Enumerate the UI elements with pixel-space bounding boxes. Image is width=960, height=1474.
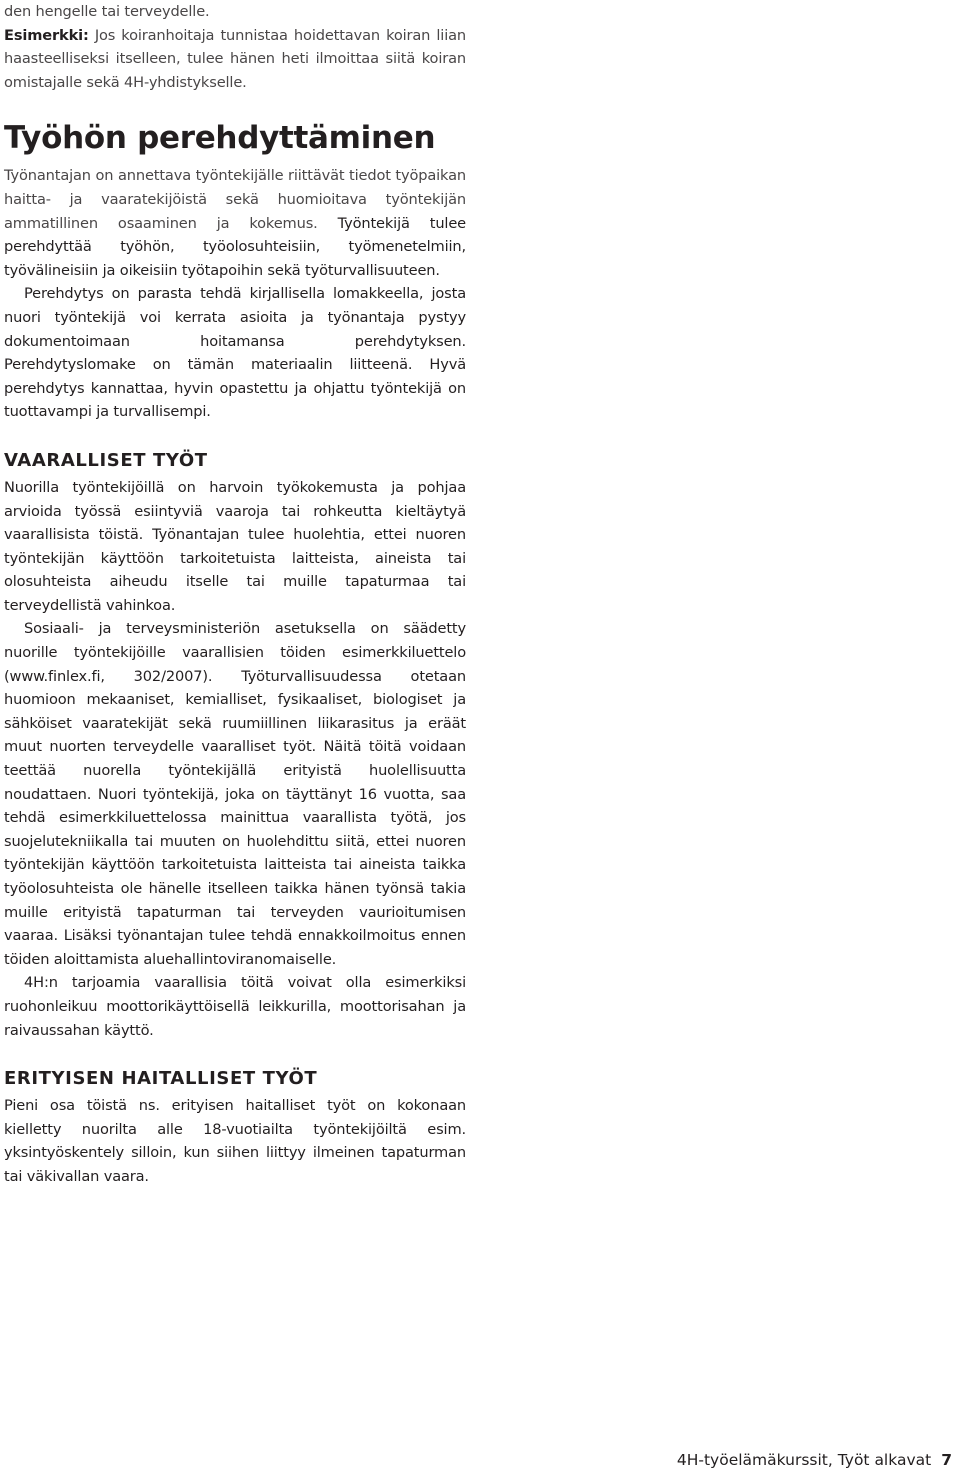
example-paragraph [4, 24, 466, 95]
example-text: Jos koiranhoitaja tunnistaa hoidettavan koiran liian haasteelliseksi itselleen, tulee hänen heti ilmoittaa siitä koiran omistajalle sekä 4H-yhdistykselle. [4, 26, 466, 91]
perehdytys-paragraph-1 [4, 164, 466, 282]
page-footer [677, 1449, 952, 1471]
vaaralliset-paragraph-1: Nuorilla työntekijöillä on harvoin työkokemusta ja pohjaa arvioida työssä esiintyviä vaaroja tai rohkeutta kieltäytyä vaarallisista töistä. Työnantajan tulee huolehtia, ettei nuoren työntekijän käyttöön tarkoitetuista laitteista, aineista tai olosuhteista aiheudu itselle tai muille tapaturmaa tai terveydellistä vahinkoa. [4, 478, 466, 614]
vaaralliset-paragraph-3: 4H:n tarjoamia vaarallisia töitä voivat olla esimerkiksi ruohonleikuu moottorikäyttöisellä leikkurilla, moottorisahan ja raivaussahan käyttö. [4, 974, 466, 1039]
example-label: Esimerkki: [4, 26, 89, 44]
heading-perehdyttaminen: Työhön perehdyttäminen [4, 120, 436, 157]
intro-line: den hengelle tai terveydelle. [4, 3, 210, 20]
perehdytys-text-b: Työntekijä tulee perehdyttää työhön, työolosuhteisiin, työmenetelmiin, työvälineisiin ja oikeisiin työtapoihin sekä työturvallisuuteen. [4, 214, 466, 279]
haitalliset-paragraph: Pieni osa töistä ns. erityisen haitalliset työt on kokonaan kielletty nuorilta alle 18-vuotiailta työntekijöiltä esim. yksintyöskentely silloin, kun siihen liittyy ilmeinen tapaturman tai väkivallan vaara. [4, 1097, 466, 1185]
page-number: 7 [941, 1451, 952, 1469]
vaaralliset-paragraph-2: Sosiaali- ja terveysministeriön asetuksella on säädetty nuorille työntekijöille vaarallisien töiden esimerkkiluettelo (www.finlex.fi, 302/2007). Työturvallisuudessa otetaan huomioon mekaaniset, kemialliset, fysikaaliset, biologiset ja sähköiset vaaratekijät sekä ruumiillinen liikarasitus ja eräät muut nuorten terveydelle vaaralliset työt. Näitä töitä voidaan teettää nuorella työntekijällä erityistä huolellisuutta noudattaen. Nuori työntekijä, joka on täyttänyt 16 vuotta, saa tehdä esimerkkiluettelossa mainittua vaarallista työtä, jos suojelutekniikalla tai muuten on huolehdittu siitä, ettei nuoren työntekijän käyttöön tarkoitetuista laitteista tai aineista taikka työolosuhteista ole hänelle itselleen taikka hänen työnsä takia muille erityistä tapaturman tai terveyden vaurioitumisen vaaraa. Lisäksi työnantajan tulee tehdä ennakkoilmoitus ennen töiden aloittamista aluehallintoviranomaiselle. [4, 620, 466, 968]
perehdytys-text-a: Työnantajan on annettava työntekijälle riittävät tiedot työpaikan haitta- ja vaaratekijöistä sekä huomioitava työntekijän ammatillinen osaaminen ja kokemus. [4, 167, 466, 232]
heading-erityisen-haitalliset: ERITYISEN HAITALLISET TYÖT [4, 1068, 318, 1090]
footer-title: 4H-työelämäkurssit, Työt alkavat [676, 1451, 932, 1469]
text-column [4, 0, 466, 1189]
perehdytys-paragraph-2: Perehdytys on parasta tehdä kirjallisella lomakkeella, josta nuori työntekijä voi kerrata asioita ja työnantaja pystyy dokumentoimaan hoitamansa perehdytyksen. Perehdytyslomake on tämän materiaalin liitteenä. Hyvä perehdytys kannattaa, hyvin opastettu ja ohjattu työntekijä on tuottavampi ja turvallisempi. [4, 285, 466, 421]
heading-vaaralliset-tyot: VAARALLISET TYÖT [4, 449, 208, 471]
